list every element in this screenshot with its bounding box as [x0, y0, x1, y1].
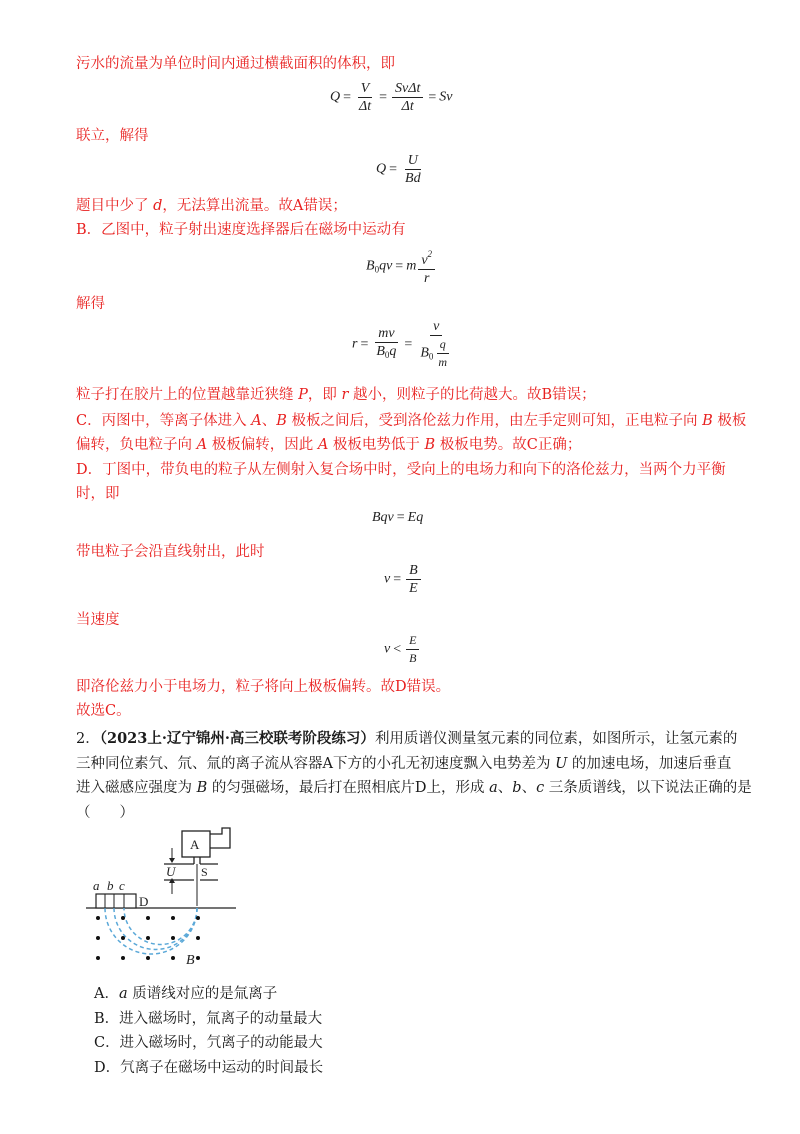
- f2-lhs: Q: [376, 161, 387, 177]
- p6-var1: P: [298, 387, 308, 403]
- f4-d1a: B: [376, 344, 385, 359]
- f7-lhs: v: [384, 641, 391, 657]
- label-u: U: [166, 864, 176, 879]
- p8-v3: B: [424, 437, 436, 453]
- q-l3-c: 、: [497, 780, 513, 796]
- q-l3-d: 、: [521, 780, 537, 796]
- option-a[interactable]: [94, 984, 277, 1004]
- f3-num: v: [421, 253, 428, 268]
- p3-b: ，无法算出流量。故A错误；: [162, 198, 347, 214]
- p8-b: 极板偏转，因此: [207, 437, 318, 453]
- p7-b: 、: [261, 413, 277, 429]
- f1-n1: V: [358, 80, 373, 98]
- p7-v2: B: [276, 413, 287, 429]
- f4-d1sub: 0: [384, 350, 390, 360]
- f4-lhs: r: [352, 336, 358, 352]
- solution-line-6: [76, 385, 596, 405]
- p7-v3: B: [702, 413, 713, 429]
- option-a-var: a: [118, 986, 128, 1002]
- solution-line-9: D．丁图中，带负电的粒子从左侧射入复合场中时，受向上的电场力和向下的洛伦兹力，当两个力平衡: [76, 462, 726, 478]
- p6-b: ，即: [307, 387, 342, 403]
- f4-d2n: q: [437, 336, 449, 354]
- solution-line-3: [76, 196, 347, 216]
- solution-line-4: B．乙图中，粒子射出速度选择器后在磁场中运动有: [76, 222, 406, 238]
- formula-radius: r = $\frac{mv}{B_0q}$ = v $B_0$ $\frac{q}{m}$: [352, 318, 457, 371]
- p8-d: 极板电势。故C正确；: [435, 437, 582, 453]
- f4-d2d: m: [438, 355, 448, 369]
- solution-line-13: 即洛伦兹力小于电场力，粒子将向上极板偏转。故D错误。: [76, 679, 451, 695]
- f3-num-sup: 2: [427, 249, 433, 259]
- p7-v1: A: [251, 413, 262, 429]
- label-d: D: [139, 894, 149, 909]
- question-source: （2023上·辽宁锦州·高三校联考阶段练习）: [99, 730, 375, 747]
- f3-den: r: [423, 271, 430, 286]
- f3-m: m: [406, 258, 417, 274]
- p3-a: 题目中少了: [76, 198, 154, 214]
- q-l3-v3: c: [536, 780, 545, 796]
- f6-den: E: [409, 581, 418, 596]
- solution-line-1: 污水的流量为单位时间内通过横截面积的体积，即: [76, 56, 395, 72]
- p3-var: d: [153, 198, 163, 214]
- f1-lhs: Q: [330, 89, 341, 105]
- label-s: S: [201, 865, 208, 879]
- f4-n2: v: [430, 318, 442, 336]
- q-l3-v1: a: [489, 780, 498, 796]
- f1-rhs: Sv: [439, 89, 453, 105]
- f4-d2sub: 0: [428, 351, 434, 362]
- label-container-a: A: [190, 837, 200, 852]
- q-l2-var: U: [555, 756, 568, 772]
- solution-line-5: 解得: [76, 296, 105, 312]
- label-a: a: [93, 878, 100, 893]
- p7-c: 极板之间后，受到洛伦兹力作用，由左手定则可知，正电粒子向: [286, 413, 703, 429]
- question-blank: （ ）: [76, 805, 134, 821]
- f5-rhs: Eq: [407, 510, 424, 525]
- option-d[interactable]: D．氕离子在磁场中运动的时间最长: [94, 1060, 324, 1076]
- f7-den: B: [409, 651, 417, 665]
- f3-lhs-sub: 0: [374, 264, 380, 275]
- q-l2-a: 三种同位素氕、氘、氚的离子流从容器A下方的小孔无初速度飘入电势差为: [76, 756, 556, 772]
- solution-line-10: 时，即: [76, 486, 120, 502]
- formula-flow-rate: Q = $\frac{V}{\Delta t}$ = $\frac{\text{SvΔt}}{\Delta t}$ = Sv: [330, 81, 453, 114]
- p8-v2: A: [317, 437, 329, 453]
- mass-spectrometer-diagram: [86, 826, 246, 974]
- q-l3-e: 三条质谱线，以下说法正确的是: [544, 780, 752, 796]
- f2-den: Bd: [405, 171, 421, 186]
- q-l3-v2: b: [512, 780, 522, 796]
- trajectory-a: [105, 908, 197, 954]
- option-b[interactable]: B．进入磁场时，氚离子的动量最大: [94, 1011, 323, 1027]
- formula-velocity-lt: v < $\frac{E}{B}$: [384, 632, 421, 667]
- f3-lhs-rest: qv: [379, 258, 393, 274]
- question-line-2: [76, 754, 731, 774]
- q-l3-var: B: [196, 780, 208, 796]
- solution-line-14: 故选C。: [76, 703, 131, 719]
- p8-v1: A: [196, 437, 208, 453]
- p7-a: C．丙图中，等离子体进入: [76, 413, 252, 429]
- solution-line-2: 联立，解得: [76, 128, 149, 144]
- formula-force-balance: Bqv = Eq: [372, 510, 424, 525]
- f1-n2: SvΔt: [392, 80, 423, 98]
- p6-c: 越小，则粒子的比荷越大。故B错误；: [348, 387, 596, 403]
- f6-lhs: v: [384, 571, 391, 587]
- option-c[interactable]: C．进入磁场时，氕离子的动能最大: [94, 1035, 323, 1051]
- f1-d2: Δt: [401, 99, 414, 114]
- f4-n1: mv: [375, 325, 397, 343]
- p7-d: 极板: [712, 413, 747, 429]
- trajectory-b: [114, 908, 197, 949]
- label-b-field: B: [186, 953, 195, 968]
- p8-a: 偏转，负电粒子向: [76, 437, 197, 453]
- question-number: 2．: [76, 731, 100, 747]
- question-line1: 利用质谱仪测量氢元素的同位素，如图所示，让氢元素的: [374, 731, 738, 747]
- p6-var2: r: [341, 387, 349, 403]
- solution-line-12: 当速度: [76, 612, 120, 628]
- solution-line-11: 带电粒子会沿直线射出，此时: [76, 544, 265, 560]
- f5-lhs: Bqv: [372, 510, 394, 525]
- f4-d1b: q: [389, 344, 397, 359]
- f2-num: U: [405, 152, 421, 170]
- question-line-1: [76, 729, 737, 749]
- q-l3-b: 的匀强磁场，最后打在照相底片D上，形成: [207, 780, 490, 796]
- option-a-prefix: A．: [94, 986, 119, 1002]
- formula-lorentz-centripetal: $B_0qv = m$ $\frac{v^2}{r}$: [366, 246, 437, 287]
- p6-a: 粒子打在胶片上的位置越靠近狭缝: [76, 387, 299, 403]
- f7-num: E: [406, 632, 419, 650]
- q-l3-a: 进入磁感应强度为: [76, 780, 197, 796]
- f1-d1: Δt: [359, 99, 372, 114]
- solution-line-7: [76, 411, 746, 431]
- f6-num: B: [406, 562, 421, 580]
- solution-line-8: [76, 435, 581, 455]
- magnetic-field-dots: [96, 916, 200, 960]
- formula-q-result: Q = $\frac{U}{Bd}$: [376, 152, 426, 187]
- label-c: c: [119, 878, 125, 893]
- formula-velocity-eq: v = $\frac{B}{E}$: [384, 562, 423, 597]
- container-a-pipe: [210, 828, 230, 848]
- q-l2-b: 的加速电场，加速后垂直: [567, 756, 732, 772]
- trajectory-c: [124, 908, 197, 945]
- label-b: b: [107, 878, 114, 893]
- f3-lhs: B: [366, 258, 375, 274]
- f4-d2a: B: [420, 345, 429, 361]
- p8-c: 极板电势低于: [328, 437, 425, 453]
- question-line-3: [76, 778, 752, 798]
- option-a-text: 质谱线对应的是氚离子: [127, 986, 278, 1002]
- film-d: [96, 894, 136, 908]
